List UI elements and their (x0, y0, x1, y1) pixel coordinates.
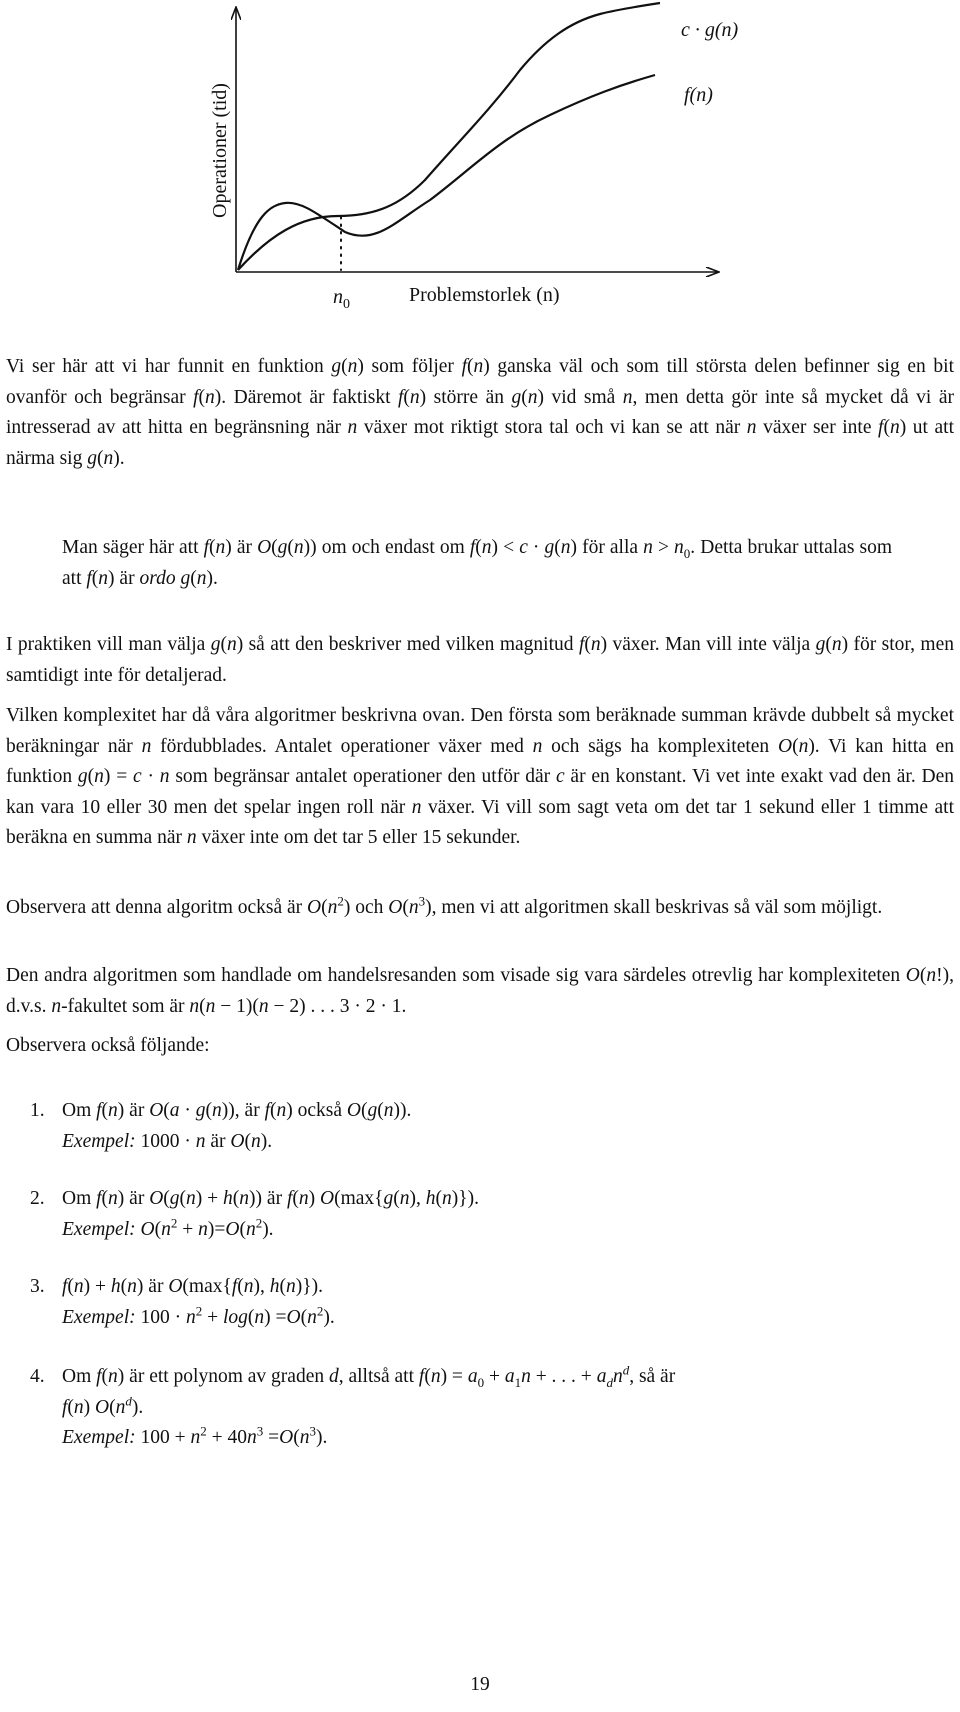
rules-list (30, 1096, 950, 1454)
paragraph-6: Den andra algoritmen som handlade om handelsresanden som visade sig vara särdeles otrevlig har komplexiteten O(n!), d.v.s. n-fakultet som är n(n − 1)(n − 2) . . . 3 · 2 · 1. (6, 965, 954, 1017)
list-item: 3. f(n) + h(n) är O(max{f(n), h(n)}). Exempel: $100 \cdot n^2 + \log(n) =O(n^2)$. (30, 1276, 335, 1328)
paragraph-7: Observera också följande: (6, 1035, 210, 1056)
y-axis-label: Operationer (tid) (209, 83, 231, 218)
n0-label: $n_0$ (333, 286, 350, 312)
paragraph-definition: Man säger här att f(n) är O(g(n)) om och endast om f(n) < c · g(n) för alla $n > n_0$. Detta brukar uttalas som att f(n) är ordo g(n). (62, 537, 892, 589)
paragraph-5: Observera att denna algoritm också är $O(n^2)$ och $O(n^3)$, men vi att algoritmen skall beskrivas så väl som möjligt. (6, 893, 883, 918)
growth-figure (0, 0, 960, 320)
curve-cg (238, 3, 660, 270)
paragraph-3: I praktiken vill man välja g(n) så att den beskriver med vilken magnitud f(n) växer. Man vill inte välja g(n) för stor, men samtidigt inte för detaljerad. (6, 634, 954, 686)
list-item: 4. Om f(n) är ett polynom av graden d, alltså att $f(n) = a_0 + a_1n$ + . . . + $a_dn^d$, så är f(n) $O(n^d)$. Exempel: $100 + n^2 + 40n^3 =O(n^3)$. (30, 1362, 676, 1448)
x-axis-label: Problemstorlek (n) (409, 284, 560, 306)
paragraph-1: Vi ser här att vi har funnit en funktion g(n) som följer f(n) ganska väl och som till största delen befinner sig en bit ovanför och begränsar f(n). Däremot är faktiskt f(n) större än g(n) vid små n, men detta gör inte så mycket då vi är intresserad av att hitta en begränsning när n växer mot riktigt stora tal och vi kan se att när n växer ser inte f(n) ut att närma sig g(n). (6, 356, 954, 469)
paragraph-4: Vilken komplexitet har då våra algoritmer beskrivna ovan. Den första som beräknade summan krävde dubbelt så mycket beräkningar när n fördubblades. Antalet operationer växer med n och sägs ha komplexiteten O(n). Vi kan hitta en funktion g(n) = c · n som begränsar antalet operationer den utför där c är en konstant. Vi vet inte exakt vad den är. Den kan vara 10 eller 30 men det spelar ingen roll när n växer. Vi vill som sagt veta om det tar 1 sekund eller 1 timme att beräkna en summa när n växer inte om det tar 5 eller 15 sekunder. (6, 705, 954, 848)
curve-f (238, 75, 655, 270)
list-item: 1. Om f(n) är O(a · g(n)), är f(n) också O(g(n)). Exempel: 1000 · n är O(n). (30, 1100, 412, 1152)
page-number: 19 (470, 1674, 490, 1695)
cg-label: c · g(n) (681, 19, 739, 41)
f-label: f(n) (684, 84, 713, 106)
list-item: 2. Om f(n) är O(g(n) + h(n)) är f(n) O(max{g(n), h(n)}). Exempel: $O(n^2 + n)=O(n^2)$. (30, 1188, 479, 1240)
